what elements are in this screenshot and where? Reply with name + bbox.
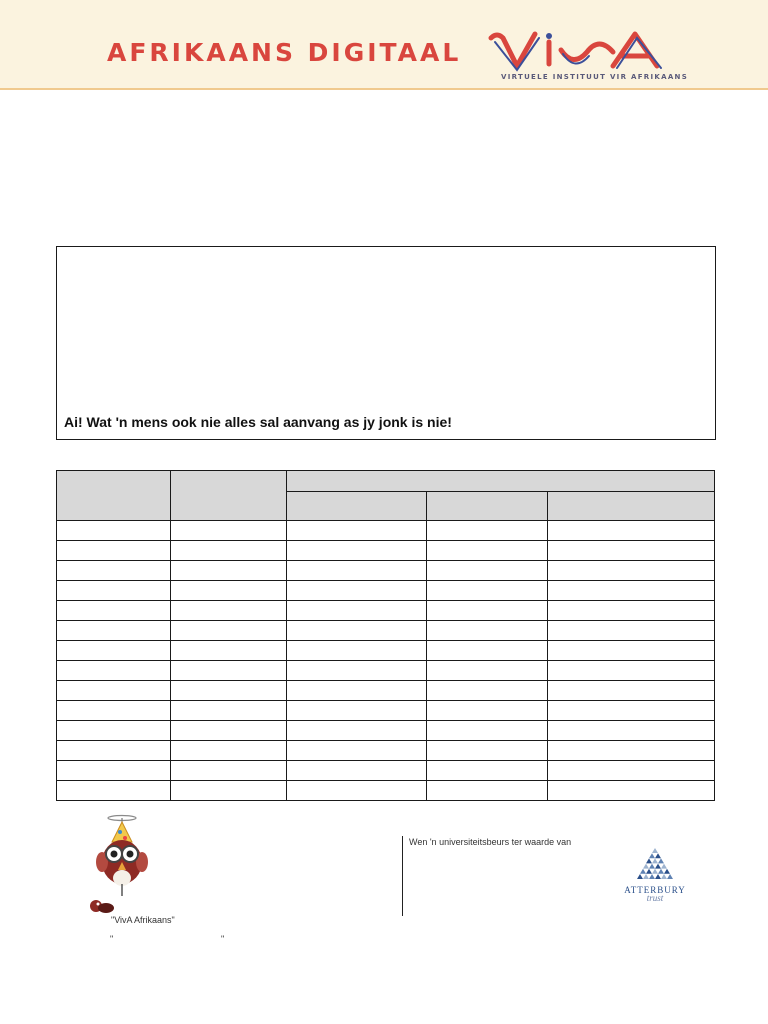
header-banner xyxy=(0,0,768,90)
header-cell xyxy=(171,471,287,521)
table-cell xyxy=(287,781,427,801)
table-cell xyxy=(171,561,287,581)
pyramid-triangle xyxy=(661,864,667,869)
table-cell xyxy=(548,621,715,641)
triangle-pyramid-logo-icon xyxy=(635,846,675,880)
table-header-row xyxy=(57,471,715,492)
atterbury-logo xyxy=(620,846,690,903)
pyramid-triangle xyxy=(655,864,661,869)
table-cell xyxy=(287,601,427,621)
pyramid-triangle xyxy=(640,869,646,874)
table-row xyxy=(57,601,715,621)
table-body xyxy=(57,521,715,801)
brand-subtitle: VIRTUELE INSTITUUT VIR AFRIKAANS xyxy=(501,73,689,81)
pyramid-triangle xyxy=(646,858,652,863)
scholarship-note: Wen 'n universiteitsbeurs ter waarde van xyxy=(409,837,572,847)
table-cell xyxy=(171,541,287,561)
table-cell xyxy=(427,621,548,641)
table-cell xyxy=(287,581,427,601)
table-cell xyxy=(57,741,171,761)
table-cell xyxy=(57,541,171,561)
pyramid-triangle xyxy=(658,869,664,874)
pyramid-triangle xyxy=(652,858,658,863)
table-cell xyxy=(548,741,715,761)
table-row xyxy=(57,541,715,561)
table-cell xyxy=(427,641,548,661)
pyramid-triangle xyxy=(667,874,673,879)
pyramid-triangle xyxy=(664,869,670,874)
table-row xyxy=(57,741,715,761)
table-row xyxy=(57,641,715,661)
table-cell xyxy=(57,661,171,681)
table-cell xyxy=(427,661,548,681)
table-cell xyxy=(171,741,287,761)
table-cell xyxy=(548,541,715,561)
table-cell xyxy=(287,761,427,781)
table-cell xyxy=(427,701,548,721)
table-cell xyxy=(427,761,548,781)
pyramid-triangle xyxy=(643,874,649,879)
table-cell xyxy=(171,701,287,721)
table-cell xyxy=(57,621,171,641)
header-cell xyxy=(57,471,171,521)
pyramid-triangle xyxy=(655,853,661,858)
table-cell xyxy=(548,721,715,741)
table-cell xyxy=(427,741,548,761)
table-row xyxy=(57,781,715,801)
table-cell xyxy=(171,601,287,621)
table-cell xyxy=(427,601,548,621)
table-cell xyxy=(171,681,287,701)
table-cell xyxy=(57,521,171,541)
table-cell xyxy=(287,701,427,721)
pyramid-triangle xyxy=(652,869,658,874)
pyramid-triangle xyxy=(649,874,655,879)
table-cell xyxy=(287,521,427,541)
table-cell xyxy=(287,661,427,681)
table-cell xyxy=(548,521,715,541)
table-cell xyxy=(548,581,715,601)
sponsor-name: ATTERBURY xyxy=(624,885,686,895)
table-cell xyxy=(57,761,171,781)
table-row xyxy=(57,681,715,701)
header-cell xyxy=(287,492,427,521)
open-quote: " xyxy=(110,934,114,944)
table-row xyxy=(57,721,715,741)
pyramid-triangle xyxy=(652,848,658,853)
table-cell xyxy=(427,581,548,601)
table-cell xyxy=(548,681,715,701)
footer-divider xyxy=(402,836,403,916)
table-cell xyxy=(171,621,287,641)
header-cell-group xyxy=(287,471,715,492)
table-cell xyxy=(427,521,548,541)
table-cell xyxy=(548,561,715,581)
header-cell xyxy=(548,492,715,521)
table-row xyxy=(57,521,715,541)
pyramid-triangle xyxy=(655,874,661,879)
table-cell xyxy=(287,561,427,581)
table-cell xyxy=(548,761,715,781)
header-cell xyxy=(427,492,548,521)
table-cell xyxy=(548,701,715,721)
quote-box xyxy=(56,246,716,440)
pyramid-triangle xyxy=(649,864,655,869)
pyramid-triangle xyxy=(637,874,643,879)
table-cell xyxy=(427,561,548,581)
empty-quote xyxy=(110,934,225,944)
table-cell xyxy=(427,721,548,741)
table-cell xyxy=(287,721,427,741)
table-cell xyxy=(57,721,171,741)
table-cell xyxy=(548,781,715,801)
table-cell xyxy=(57,601,171,621)
table-cell xyxy=(427,541,548,561)
pyramid-triangle xyxy=(643,864,649,869)
table-row xyxy=(57,621,715,641)
table-cell xyxy=(57,681,171,701)
table-cell xyxy=(548,661,715,681)
table-cell xyxy=(287,741,427,761)
quote-text: Ai! Wat 'n mens ook nie alles sal aanvang as jy jonk is nie! xyxy=(64,414,452,430)
table-row xyxy=(57,701,715,721)
viva-logo-icon xyxy=(487,28,667,74)
owl-mascot-icon xyxy=(80,812,180,922)
table-cell xyxy=(427,681,548,701)
table-cell xyxy=(57,641,171,661)
pyramid-triangle xyxy=(646,869,652,874)
table-cell xyxy=(57,561,171,581)
table-row xyxy=(57,581,715,601)
pyramid-triangle xyxy=(658,858,664,863)
table-cell xyxy=(548,601,715,621)
sponsor-sub: trust xyxy=(646,893,664,903)
brand-title: AFRIKAANS DIGITAAL xyxy=(107,38,462,67)
table-row xyxy=(57,761,715,781)
data-table xyxy=(56,470,715,801)
pyramid-triangle xyxy=(649,853,655,858)
table-cell xyxy=(171,721,287,741)
table-cell xyxy=(171,781,287,801)
table-cell xyxy=(548,641,715,661)
table-cell xyxy=(57,701,171,721)
table-row xyxy=(57,561,715,581)
pyramid-triangle xyxy=(661,874,667,879)
table-cell xyxy=(171,761,287,781)
table-cell xyxy=(57,781,171,801)
table-cell xyxy=(171,661,287,681)
table-cell xyxy=(57,581,171,601)
table-cell xyxy=(171,521,287,541)
table-cell xyxy=(287,541,427,561)
table-row xyxy=(57,661,715,681)
table-cell xyxy=(171,581,287,601)
table-cell xyxy=(287,621,427,641)
table-cell xyxy=(427,781,548,801)
table-cell xyxy=(287,641,427,661)
table-cell xyxy=(287,681,427,701)
mascot-caption: "VivA Afrikaans" xyxy=(111,915,175,925)
table-cell xyxy=(171,641,287,661)
close-quote: " xyxy=(221,934,225,944)
